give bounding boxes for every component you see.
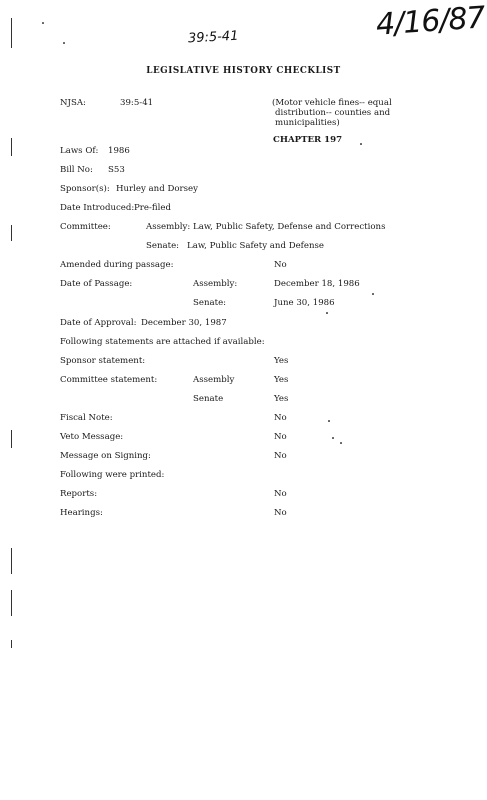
scan-margin-mark bbox=[11, 138, 12, 156]
following-statements-heading: Following statements are attached if available: bbox=[60, 337, 265, 347]
committee-senate-value: Law, Public Safety and Defense bbox=[187, 241, 324, 251]
scan-margin-mark bbox=[11, 18, 12, 48]
committee-statement-assembly-value: Yes bbox=[274, 375, 289, 385]
laws-of-label: Laws Of: bbox=[60, 146, 99, 156]
sponsors-value: Hurley and Dorsey bbox=[116, 184, 198, 194]
approval-label: Date of Approval: bbox=[60, 318, 137, 328]
committee-statement-label: Committee statement: bbox=[60, 375, 158, 385]
date-introduced-value: Pre-filed bbox=[134, 203, 171, 213]
passage-assembly-label: Assembly: bbox=[193, 279, 238, 289]
date-introduced-label: Date Introduced: bbox=[60, 203, 135, 213]
scan-speck bbox=[63, 42, 65, 44]
passage-senate-value: June 30, 1986 bbox=[274, 298, 335, 308]
njsa-description-line-3: municipalities) bbox=[275, 118, 340, 128]
amended-label: Amended during passage: bbox=[60, 260, 174, 270]
scan-margin-mark bbox=[11, 548, 12, 574]
message-on-signing-value: No bbox=[274, 451, 287, 461]
committee-statement-senate-value: Yes bbox=[274, 394, 289, 404]
scan-margin-mark bbox=[11, 225, 12, 241]
reports-value: No bbox=[274, 489, 287, 499]
committee-statement-assembly-label: Assembly bbox=[193, 375, 235, 385]
bill-no-label: Bill No: bbox=[60, 165, 93, 175]
veto-message-label: Veto Message: bbox=[60, 432, 124, 442]
scan-speck bbox=[326, 312, 328, 314]
reports-label: Reports: bbox=[60, 489, 98, 499]
sponsor-statement-value: Yes bbox=[274, 356, 289, 366]
scan-speck bbox=[42, 22, 44, 24]
njsa-description-line-1: (Motor vehicle fines-- equal bbox=[272, 98, 392, 108]
passage-label: Date of Passage: bbox=[60, 279, 133, 289]
laws-of-value: 1986 bbox=[108, 146, 130, 156]
committee-label: Committee: bbox=[60, 222, 111, 232]
njsa-label: NJSA: bbox=[60, 98, 86, 108]
fiscal-note-label: Fiscal Note: bbox=[60, 413, 113, 423]
fiscal-note-value: No bbox=[274, 413, 287, 423]
sponsor-statement-label: Sponsor statement: bbox=[60, 356, 146, 366]
scan-speck bbox=[328, 420, 330, 422]
handwritten-date: 4/16/87 bbox=[374, 0, 486, 43]
njsa-value: 39:5-41 bbox=[120, 98, 154, 108]
scan-margin-mark bbox=[11, 590, 12, 616]
following-printed-heading: Following were printed: bbox=[60, 470, 165, 480]
committee-assembly-label: Assembly: bbox=[146, 222, 191, 232]
hearings-label: Hearings: bbox=[60, 508, 103, 518]
committee-assembly-value: Law, Public Safety, Defense and Corrections bbox=[193, 222, 386, 232]
bill-no-value: S53 bbox=[108, 165, 125, 175]
scan-speck bbox=[360, 143, 362, 145]
scan-speck bbox=[340, 442, 342, 444]
njsa-description-line-2: distribution-- counties and bbox=[275, 108, 391, 118]
page-title: LEGISLATIVE HISTORY CHECKLIST bbox=[146, 66, 341, 76]
sponsors-label: Sponsor(s): bbox=[60, 184, 110, 194]
veto-message-value: No bbox=[274, 432, 287, 442]
passage-senate-label: Senate: bbox=[193, 298, 227, 308]
scan-margin-mark bbox=[11, 430, 12, 448]
message-on-signing-label: Message on Signing: bbox=[60, 451, 151, 461]
handwritten-statute: 39:5-41 bbox=[187, 28, 239, 47]
hearings-value: No bbox=[274, 508, 287, 518]
scan-margin-mark bbox=[11, 640, 12, 648]
passage-assembly-value: December 18, 1986 bbox=[274, 279, 360, 289]
scan-speck bbox=[372, 293, 374, 295]
committee-senate-label: Senate: bbox=[146, 241, 180, 251]
approval-value: December 30, 1987 bbox=[141, 318, 227, 328]
chapter: CHAPTER 197 bbox=[273, 135, 343, 145]
committee-statement-senate-label: Senate bbox=[193, 394, 224, 404]
scan-speck bbox=[332, 437, 334, 439]
amended-value: No bbox=[274, 260, 287, 270]
